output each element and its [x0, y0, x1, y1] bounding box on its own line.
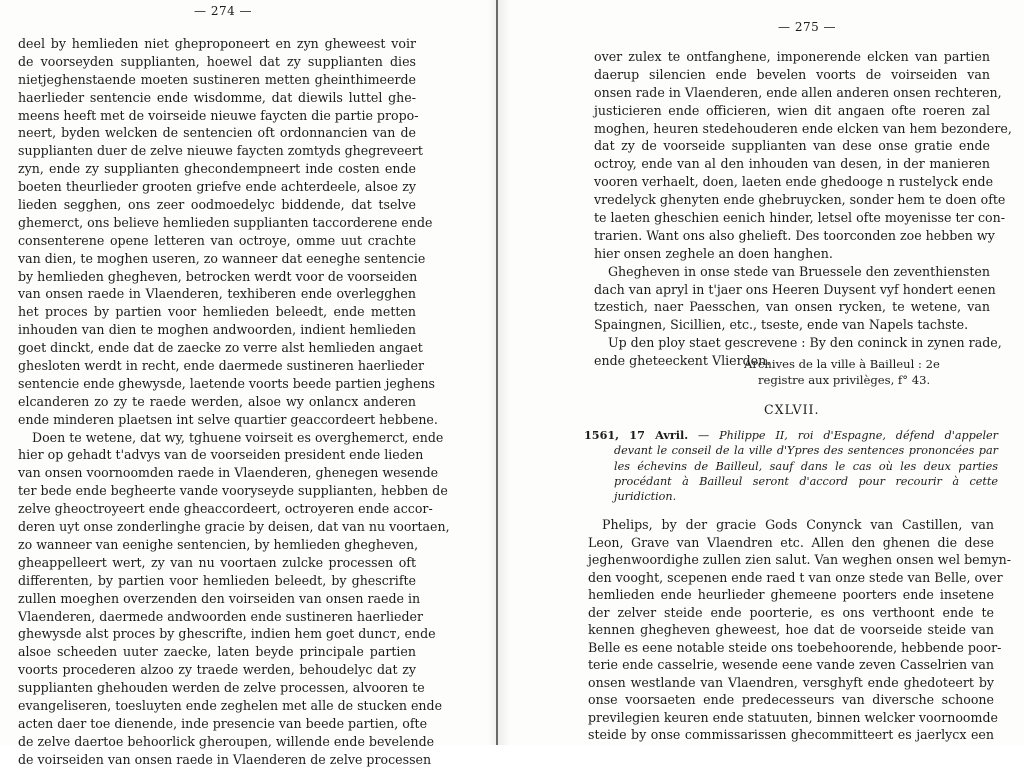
- text-line: lieden segghen, ons zeer oodmoedelyc biddende, dat tselve: [18, 197, 416, 213]
- text-line: vooren verhaelt, doen, laeten ende ghedooge n rustelyck ende: [594, 174, 994, 190]
- summary-line: [584, 428, 998, 443]
- text-line: het proces by partien voor hemlieden beleedt, ende metten: [18, 304, 416, 320]
- text-line: zo wanneer van eenighe sentencien, by hemlieden ghegheven,: [18, 536, 419, 552]
- text-line: Belle es eene notable steide ons toebehoorende, hebbende poor-: [588, 639, 1002, 655]
- text-line: neert, byden welcken de sentencien oft ordonnancien van de: [18, 125, 416, 141]
- page-number-right: — 275 —: [778, 20, 837, 34]
- text-line: onse voorsaeten ende predecesseurs van diversche schoone: [588, 692, 994, 707]
- text-line: boeten theurlieder grooten griefve ende achterdeele, alsoe zy: [18, 179, 416, 195]
- text-line: sentencie ende ghewysde, laetende voorts beede partien jeghens: [18, 375, 436, 391]
- text-line: ende minderen plaetsen int selve quartier geaccordeert hebbene.: [18, 411, 438, 427]
- text-line: de voirseiden van onsen raede in Vlaenderen de zelve processen: [18, 751, 432, 767]
- text-line: zyn, ende zy supplianten ghecondempneert inde costen ende: [18, 161, 416, 177]
- text-line: dach van apryl in t'jaer ons Heeren Duysent vyf hondert eenen: [594, 281, 996, 297]
- text-line: goet dinckt, ende dat de zaecke zo verre alst hemlieden angaet: [18, 340, 423, 356]
- text-line: meens heeft met de voirseide nieuwe faycten die partie propo-: [18, 107, 419, 123]
- text-line: consenterene opene letteren van octroye, omme uut crachte: [18, 232, 416, 248]
- summary-line: procédant à Bailleul seront d'accord pour recourir à cette: [614, 474, 998, 488]
- text-line: over zulex te ontfanghene, imponerende elcken van partien: [594, 49, 990, 64]
- text-line: steide by onse commissarissen ghecommitteert es jaerlycx een: [588, 727, 994, 742]
- text-line: differenten, by partien voor hemlieden beleedt, by ghescrifte: [18, 572, 416, 588]
- right-page-text-top: [594, 48, 1012, 370]
- text-line: ghesloten werdt in recht, ende daermede sustineren haerlieder: [18, 358, 425, 374]
- text-line: ghewysde alst proces by ghescrifte, indien hem goet duncт, ende: [18, 626, 436, 642]
- text-line: vredelyck ghenyten ende ghebruycken, sonder hem te doen ofte: [594, 192, 1006, 208]
- text-line: van dien, te moghen useren, zo wanneer dat eeneghe sentencie: [18, 250, 426, 266]
- text-line: terie ende casselrie, wesende eene vande zeven Casselrien van: [588, 657, 994, 672]
- text-line: by hemlieden ghegheven, betrocken werdt voor de voorseiden: [18, 268, 418, 284]
- text-line: Spaingnen, Sicillien, etc., tsestе, ende van Napels tachste.: [594, 317, 969, 333]
- text-line: hier op gehadt t'advys van de voorseiden president ende lieden: [18, 447, 424, 463]
- text-line: alsoe scheeden uuter zaecke, laten beyde principale partien: [18, 644, 416, 660]
- text-line: dat zy de voorseide supplianten van dese onse gratie ende: [594, 138, 990, 154]
- text-line: den vooght, scepenen ende raed t van onze stede van Belle, over: [588, 569, 1003, 585]
- text-line: Leon, Grave van Vlaendren etc. Allen den ghenen die dese: [588, 534, 994, 550]
- text-line: trarien. Want ons also ghelieft. Des toorconden zoe hebben wy: [594, 227, 995, 243]
- act-date: 1561, 17 Avril.: [584, 428, 689, 442]
- left-page: [0, 0, 490, 767]
- text-line: supplianten ghehouden werden de zelve processen, alvooren te: [18, 680, 425, 696]
- text-line: justicieren ende officieren, wien dit angaen ofte roeren zal: [594, 102, 990, 118]
- text-line: supplianten duer de zelve nieuwe faycten zomtyds ghegreveert: [18, 143, 423, 159]
- text-line: kennen ghegheven gheweest, hoe dat de voorseide steide van: [588, 622, 994, 637]
- text-line: van onsen raede in Vlaenderen, texhiberen ende overlegghen: [18, 286, 416, 302]
- text-line: hemlieden ende heurlieder ghemeene poorters ende insetene: [588, 587, 994, 602]
- text-line: zelve gheoctroyeert ende gheaccordeert, octroyeren ende accor-: [18, 501, 433, 517]
- text-line: Up den ploy staet gescrevene : By den coninck in zynen rade,: [608, 335, 1002, 351]
- text-line: elcanderen zo zy te raede werden, alsoe wy onlancx anderen: [18, 393, 416, 409]
- text-line: te laeten gheschien eenich hinder, letsel ofte moyenisse ter con-: [594, 210, 1005, 226]
- text-line: Ghegheven in onse stede van Bruessele den zeventhiensten: [608, 263, 990, 279]
- text-line: ter bede ende begheerte vande vooryseyde supplianten, hebben de: [18, 483, 448, 499]
- page-number-left: — 274 —: [194, 4, 253, 18]
- text-line: deren uyt onse zonderlinghe gracie by deisen, dat van nu voortaen,: [18, 519, 450, 535]
- text-line: zullen moeghen overzenden den voirseiden van onsen raede in: [18, 590, 421, 606]
- text-line: Vlaenderen, daermede andwoorden ende sustineren haerlieder: [18, 608, 424, 624]
- text-line: tzestich, naer Paesschen, van onsen rycken, te wetene, van: [594, 299, 990, 315]
- text-line: onsen rade in Vlaenderen, ende allen anderen onsen rechteren,: [594, 84, 1002, 100]
- text-line: ende gheteeckent Vlierden.: [594, 353, 771, 369]
- text-line: previlegien keuren ende statuuten, binnen welcker voornoomde: [588, 709, 998, 725]
- book-gutter: [496, 0, 498, 745]
- text-line: de zelve daertoe behoorlick gheroupen, willende ende bevelende: [18, 733, 435, 749]
- text-line: inhouden van dien te moghen andwoorden, indient hemlieden: [18, 322, 416, 338]
- text-line: ghemerct, ons believe hemlieden supplianten taccorderene ende: [18, 214, 433, 230]
- summary-line: les échevins de Bailleul, sauf dans le cas où les deux parties: [614, 459, 998, 473]
- text-line: hier onsen zeghele an doen hanghen.: [594, 245, 833, 261]
- text-line: nietjeghenstaende moeten sustineren metten gheinthimeerde: [18, 71, 416, 87]
- archive-line: registre aux privilèges, f° 43.: [758, 373, 931, 388]
- archive-reference: [744, 356, 940, 389]
- right-page-text-bottom: [588, 516, 1012, 744]
- summary-text: — Philippe II, roi d'Espagne, défend d'appeler: [698, 429, 999, 442]
- right-page: [512, 0, 1024, 745]
- text-line: de voorseyden supplianten, hoewel dat zy supplianten dies: [18, 53, 416, 69]
- summary-line: juridiction.: [614, 490, 677, 504]
- text-line: haerlieder sentencie ende wisdomme, dat diewils luttel ghe-: [18, 89, 416, 105]
- text-line: van onsen voornoomden raede in Vlaenderen, ghenegen wesende: [18, 465, 439, 481]
- text-line: Doen te wetene, dat wy, tghuene voirseit es overghemerct, ende: [32, 429, 444, 445]
- text-line: acten daer toe dienende, inde presencie van beede partien, ofte: [18, 715, 428, 731]
- text-line: octroy, ende van al den inhouden van desen, in der manieren: [594, 156, 990, 172]
- text-line: daerup silencien ende bevelen voorts de voirseiden van: [594, 66, 990, 82]
- summary-line: devant le conseil de la ville d'Ypres des sentences prononcées par: [614, 444, 998, 458]
- text-line: jeghenwoordighe zullen zien salut. Van weghen onsen wel bemyn-: [588, 552, 1012, 567]
- act-number-heading: CXLVII.: [764, 402, 820, 417]
- archive-line: Archives de la ville à Bailleul : 2e: [744, 357, 940, 371]
- act-summary: [584, 428, 998, 504]
- text-line: moghen, heuren stedehouderen ende elcken van hem bezondere,: [594, 120, 1012, 136]
- text-line: onsen westlande van Vlaendren, versghyft ende ghedoteert by: [588, 674, 994, 690]
- text-line: evangeliseren, toesluyten ende zeghelen met alle de stucken ende: [18, 697, 443, 713]
- text-line: gheappelleert wert, zy van nu voortaen zulcke processen oft: [18, 554, 416, 570]
- left-page-text: [18, 35, 450, 769]
- text-line: Phelips, by der gracie Gods Conynck van Castillen, van: [602, 517, 994, 532]
- text-line: deel by hemlieden niet gheproponeert en zyn gheweest voir: [18, 36, 416, 51]
- gutter-shadow: [488, 0, 510, 745]
- text-line: voorts procederen alzoo zy traede werden, behoudelyc dat zy: [18, 662, 416, 678]
- text-line: der zelver steide ende poorterie, es ons verthoont ende te: [588, 604, 994, 620]
